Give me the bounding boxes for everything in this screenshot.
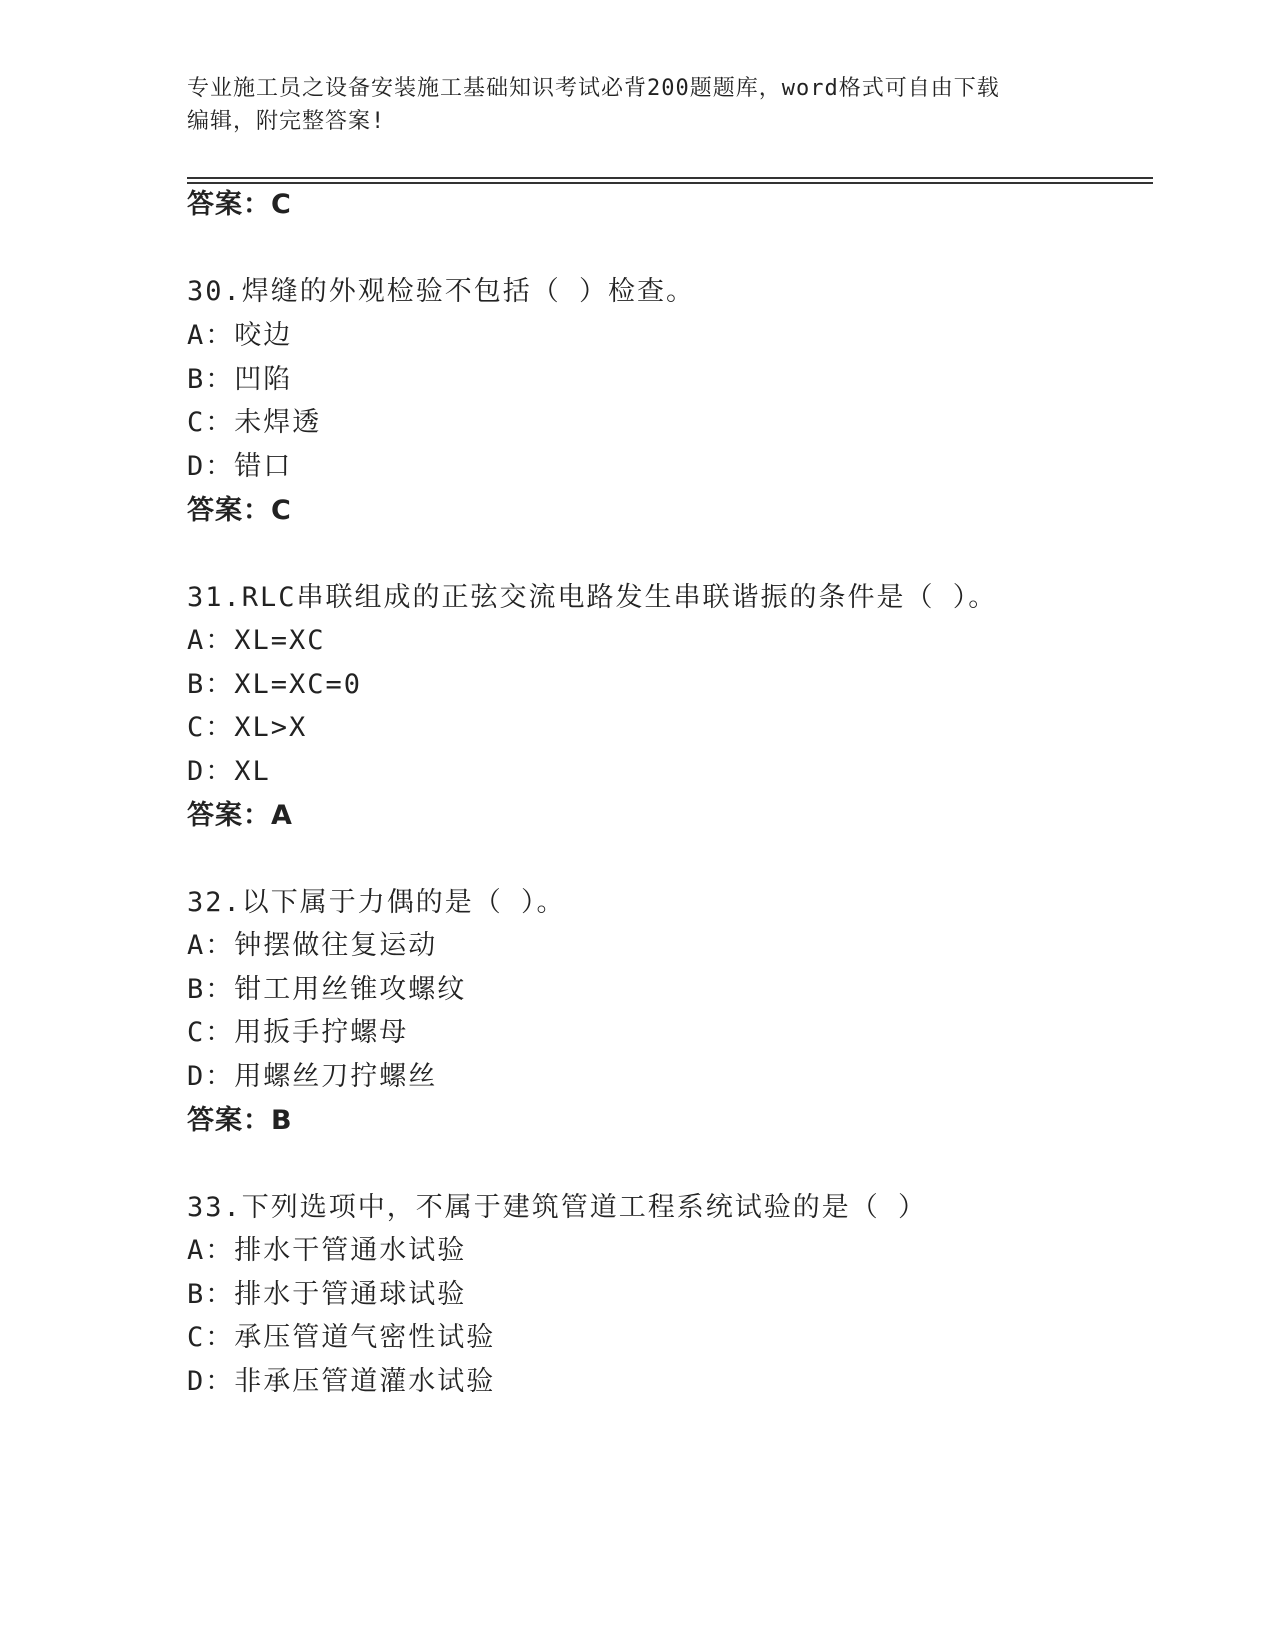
question-answer: 答案：B [187, 1105, 293, 1136]
question-option: D：XL [187, 756, 271, 787]
question-option: B：排水于管通球试验 [187, 1279, 467, 1310]
question-option: C：XL>X [187, 712, 308, 743]
question-stem: 30.焊缝的外观检验不包括（ ）检查。 [187, 276, 696, 307]
previous-answer: 答案：C [187, 189, 292, 220]
question-stem: 32.以下属于力偶的是（ ）。 [187, 887, 566, 918]
question-option: C：用扳手拧螺母 [187, 1017, 409, 1048]
question-option: A：XL=XC [187, 625, 326, 656]
question-option: A：咬边 [187, 320, 293, 351]
question-option: D：非承压管道灌水试验 [187, 1366, 496, 1397]
question-option: D：错口 [187, 451, 293, 482]
question-option: C：未焊透 [187, 407, 322, 438]
question-option: D：用螺丝刀拧螺丝 [187, 1061, 438, 1092]
question-stem: 33.下列选项中，不属于建筑管道工程系统试验的是（ ） [187, 1192, 928, 1223]
question-option: B：凹陷 [187, 364, 293, 395]
document-header [187, 72, 1087, 138]
question-stem: 31.RLC串联组成的正弦交流电路发生串联谐振的条件是（ ）。 [187, 582, 998, 613]
header-divider-top [187, 177, 1153, 179]
question-option: A：钟摆做往复运动 [187, 930, 438, 961]
question-answer: 答案：A [187, 800, 293, 831]
question-option: B：XL=XC=0 [187, 669, 363, 700]
question-option: C：承压管道气密性试验 [187, 1322, 496, 1353]
header-title-line-1: 专业施工员之设备安装施工基础知识考试必背200题题库，word格式可自由下载 [187, 76, 1000, 101]
question-option: B：钳工用丝锥攻螺纹 [187, 974, 467, 1005]
question-answer: 答案：C [187, 495, 292, 526]
header-divider-bottom [187, 182, 1153, 184]
header-title-line-2: 编辑，附完整答案! [187, 109, 386, 134]
question-option: A：排水干管通水试验 [187, 1235, 467, 1266]
